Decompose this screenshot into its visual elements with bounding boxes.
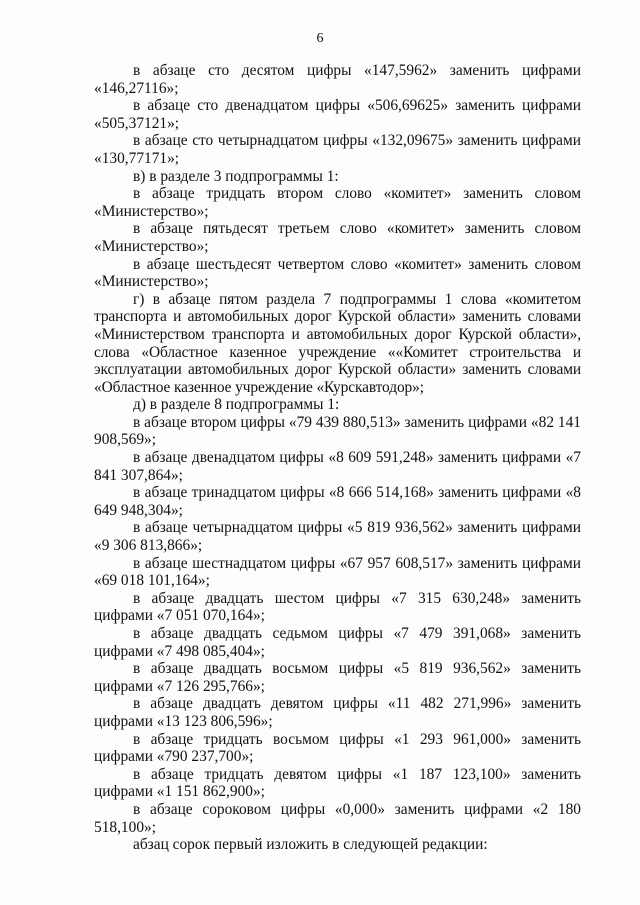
paragraph: в абзаце сороковом цифры «0,000» заменить цифрами «2 180 518,100»;	[94, 800, 581, 836]
page-number: 6	[316, 31, 324, 46]
paragraph: д) в разделе 8 подпрограммы 1:	[133, 396, 340, 414]
paragraph: в абзаце тридцать втором слово «комитет» заменить словом «Министерство»;	[94, 185, 581, 220]
paragraph: в абзаце шестнадцатом цифры «67 957 608,517» заменить цифрами «69 018 101,164»;	[94, 554, 581, 590]
paragraph: в абзаце пятьдесят третьем слово «комитет» заменить словом «Министерство»;	[94, 220, 581, 255]
paragraph: в абзаце двадцать седьмом цифры «7 479 391,068» заменить цифрами «7 498 085,404»;	[94, 625, 581, 660]
paragraph: абзац сорок первый изложить в следующей редакции:	[133, 836, 488, 854]
document-body	[94, 62, 581, 854]
paragraph: в абзаце двадцать девятом цифры «11 482 271,996» заменить цифрами «13 123 806,596»;	[94, 695, 581, 730]
paragraph: в абзаце двадцать восьмом цифры «5 819 936,562» заменить цифрами «7 126 295,766»;	[94, 660, 581, 695]
paragraph: в абзаце тридцать восьмом цифры «1 293 961,000» заменить цифрами «790 237,700»;	[94, 730, 581, 766]
paragraph: в) в разделе 3 подпрограммы 1:	[133, 167, 339, 185]
paragraph: в абзаце тридцать девятом цифры «1 187 123,100» заменить цифрами «1 151 862,900»;	[94, 765, 581, 801]
paragraph: в абзаце четырнадцатом цифры «5 819 936,562» заменить цифрами «9 306 813,866»;	[94, 519, 581, 555]
paragraph: в абзаце сто четырнадцатом цифры «132,09675» заменить цифрами «130,77171»;	[94, 132, 581, 167]
paragraph: в абзаце сто десятом цифры «147,5962» заменить цифрами «146,27116»;	[94, 62, 581, 97]
paragraph: в абзаце втором цифры «79 439 880,513» заменить цифрами «82 141 908,569»;	[94, 413, 581, 449]
paragraph: в абзаце тринадцатом цифры «8 666 514,168» заменить цифрами «8 649 948,304»;	[94, 484, 581, 519]
paragraph: в абзаце двенадцатом цифры «8 609 591,248» заменить цифрами «7 841 307,864»;	[94, 449, 581, 484]
paragraph: г) в абзаце пятом раздела 7 подпрограммы 1 слова «комитетом транспорта и автомобильных дорог Курской области» заменить словами «Министерством транспорта и автомобильных дорог Курской области», слова «Областное казенное учреждение ««Комитет строительства и эксплуатации автомобильных дорог Курской области» заменить словами «Областное казенное учреждение «Курскавтодор»;	[94, 290, 581, 396]
paragraph: в абзаце шестьдесят четвертом слово «комитет» заменить словом «Министерство»;	[94, 255, 581, 291]
paragraph: в абзаце двадцать шестом цифры «7 315 630,248» заменить цифрами «7 051 070,164»;	[94, 589, 581, 625]
paragraph: в абзаце сто двенадцатом цифры «506,69625» заменить цифрами «505,37121»;	[94, 97, 581, 132]
